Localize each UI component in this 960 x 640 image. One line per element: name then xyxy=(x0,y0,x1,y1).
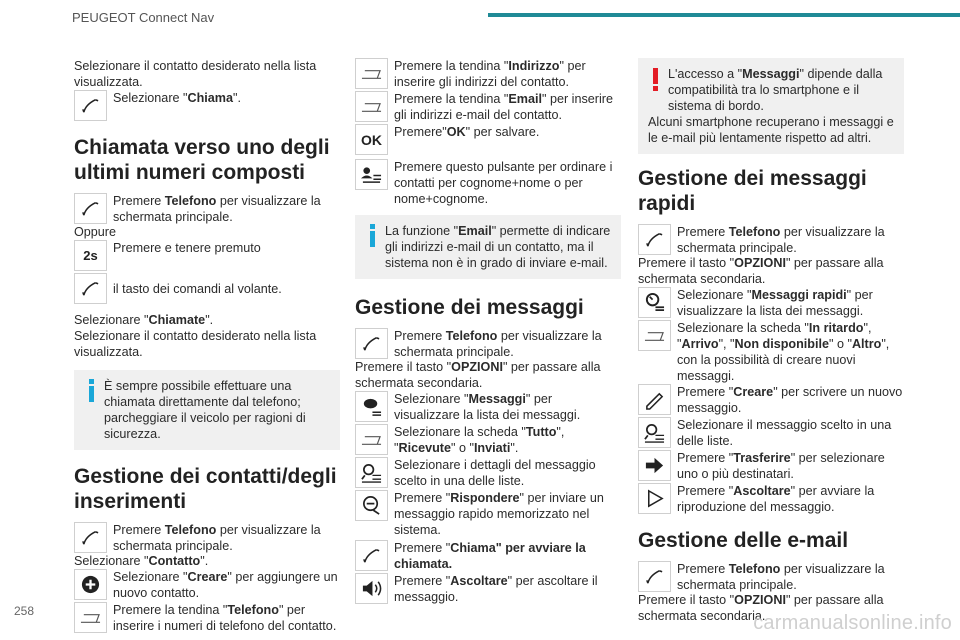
phone-icon xyxy=(74,193,107,224)
sms-list-icon xyxy=(355,391,388,422)
step-listen: Premere "Ascoltare" per ascoltare il messaggio. xyxy=(355,573,621,606)
phone-icon xyxy=(74,273,107,304)
step-select-call: Selezionare "Chiama". xyxy=(74,90,340,123)
add-icon xyxy=(74,569,107,600)
phone-icon xyxy=(355,328,388,359)
page-number: 258 xyxy=(14,604,35,618)
step-email-tab: Premere la tendina "Email" per inserire gli indirizzi e-mail del contatto. xyxy=(355,91,621,124)
pencil-icon xyxy=(638,384,671,415)
tab-icon xyxy=(74,602,107,633)
phone-icon xyxy=(355,540,388,571)
paragraph: Premere il tasto "OPZIONI" per passare alla schermata secondaria. xyxy=(638,256,884,286)
header-accent-bar xyxy=(488,13,960,17)
step-call: Premere "Chiama" per avviare la chiamata. xyxy=(355,540,621,573)
tab-icon xyxy=(355,424,388,455)
quick-message-icon xyxy=(638,287,671,318)
paragraph: Premere il tasto "OPZIONI" per passare alla schermata secondaria. xyxy=(638,593,884,623)
step-quick-tabs: Selezionare la scheda "In ritardo", "Arrivo", "Non disponibile" o "Altro", con la possibilità di creare nuovi messaggi. xyxy=(638,320,904,384)
info-note: È sempre possibile effettuare una chiamata direttamente dal telefono; parcheggiare il veicolo per ragioni di sicurezza. xyxy=(74,370,340,450)
section-title-contacts: Gestione dei contatti/degli inserimenti xyxy=(74,465,337,513)
page-header-title: PEUGEOT Connect Nav xyxy=(72,10,215,25)
section-title-recent-calls: Chiamata verso uno degli ultimi numeri composti xyxy=(74,136,330,184)
tab-icon xyxy=(355,91,388,122)
ok-icon: OK xyxy=(355,124,388,155)
warning-icon xyxy=(648,68,662,92)
step-select-message: Selezionare il messaggio scelto in una delle liste. xyxy=(638,417,904,450)
step-sort-contacts: Premere questo pulsante per ordinare i contatti per cognome+nome o per nome+cognome. xyxy=(355,159,621,207)
section-title-email: Gestione delle e-mail xyxy=(638,529,849,552)
phone-icon xyxy=(638,224,671,255)
section-title-quick-messages: Gestione dei messaggi rapidi xyxy=(638,167,867,215)
step-messages: Selezionare "Messaggi" per visualizzare la lista dei messaggi. xyxy=(355,391,621,424)
info-icon xyxy=(365,224,379,248)
step-reply: Premere "Rispondere" per inviare un messaggio rapido memorizzato nel sistema. xyxy=(355,490,621,538)
paragraph: Selezionare il contatto desiderato nella lista visualizzata. xyxy=(74,329,317,359)
step-message-details: Selezionare i dettagli del messaggio scelto in una delle liste. xyxy=(355,457,621,490)
step-ok-save: OK Premere"OK" per salvare. xyxy=(355,124,621,157)
tab-icon xyxy=(638,320,671,351)
watermark: carmanualsonline.info xyxy=(753,612,952,634)
paragraph: Selezionare il contatto desiderato nella lista visualizzata. xyxy=(74,59,317,89)
column-3 xyxy=(638,58,904,624)
step-create-message: Premere "Creare" per scrivere un nuovo messaggio. xyxy=(638,384,904,417)
step-message-tabs: Selezionare la scheda "Tutto", "Ricevute" o "Inviati". xyxy=(355,424,621,457)
step-address-tab: Premere la tendina "Indirizzo" per inserire gli indirizzi del contatto. xyxy=(355,58,621,91)
contact-sort-icon xyxy=(355,159,388,190)
paragraph: Selezionare "Chiamate". xyxy=(74,313,214,327)
step-press-hold: 2s Premere e tenere premuto xyxy=(74,240,340,273)
column-1 xyxy=(74,58,340,635)
step-play: Premere "Ascoltare" per avviare la riproduzione del messaggio. xyxy=(638,483,904,516)
step-forward: Premere "Trasferire" per selezionare uno o più destinatari. xyxy=(638,450,904,483)
hold-2s-icon: 2s xyxy=(74,240,107,271)
search-list-icon xyxy=(355,457,388,488)
step-press-phone: Premere Telefono per visualizzare la schermata principale. xyxy=(638,561,904,594)
paragraph-or: Oppure xyxy=(74,225,117,239)
paragraph: Premere il tasto "OPZIONI" per passare alla schermata secondaria. xyxy=(355,360,601,390)
forward-arrow-icon xyxy=(638,450,671,481)
speaker-icon xyxy=(355,573,388,604)
step-press-phone: Premere Telefono per visualizzare la schermata principale. xyxy=(74,193,340,226)
phone-icon xyxy=(74,522,107,553)
reply-icon xyxy=(355,490,388,521)
search-list-icon xyxy=(638,417,671,448)
info-icon xyxy=(84,379,98,403)
column-2 xyxy=(355,58,621,606)
step-create-contact: Selezionare "Creare" per aggiungere un nuovo contatto. xyxy=(74,569,340,602)
section-title-messages: Gestione dei messaggi xyxy=(355,296,584,319)
step-steering-control: il tasto dei comandi al volante. xyxy=(74,273,340,306)
step-press-phone: Premere Telefono per visualizzare la schermata principale. xyxy=(355,328,621,361)
step-press-phone: Premere Telefono per visualizzare la schermata principale. xyxy=(638,224,904,257)
step-press-phone: Premere Telefono per visualizzare la schermata principale. xyxy=(74,522,340,555)
paragraph: Selezionare "Contatto". xyxy=(74,554,209,568)
info-note: La funzione "Email" permette di indicare gli indirizzi e-mail di un contatto, ma il sistema non è in grado di inviare e-mail. xyxy=(355,215,621,279)
step-quick-messages: Selezionare "Messaggi rapidi" per visualizzare la lista dei messaggi. xyxy=(638,287,904,320)
play-icon xyxy=(638,483,671,514)
tab-icon xyxy=(355,58,388,89)
warning-note: L'accesso a "Messaggi" dipende dalla compatibilità tra lo smartphone e il sistema di bordo. Alcuni smartphone recuperano i messaggi e le e-mail più lentamente rispetto ad altri. xyxy=(638,58,904,154)
phone-icon xyxy=(74,90,107,121)
phone-icon xyxy=(638,561,671,592)
step-phone-tab: Premere la tendina "Telefono" per inserire i numeri di telefono del contatto. xyxy=(74,602,340,635)
